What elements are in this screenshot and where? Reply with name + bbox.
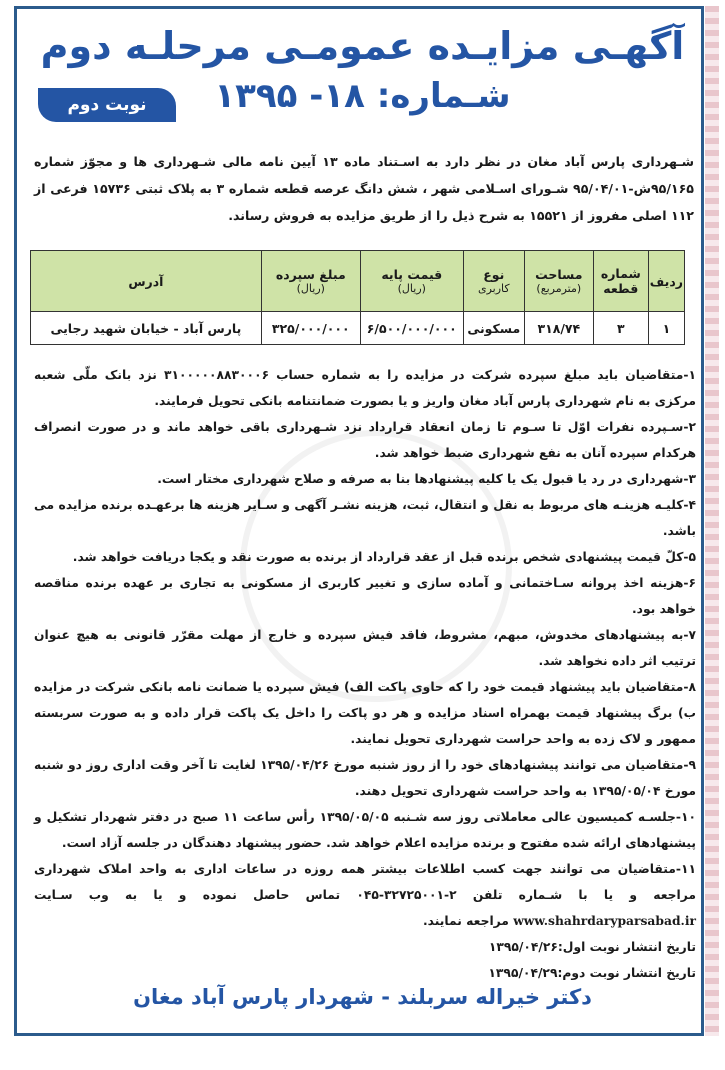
term-item: ۲-سـپرده نفرات اوّل تا سـوم تا زمان انعقاد قرارداد نزد شـهرداری باقی خواهد ماند و در صورت انصراف هرکدام سپرده آنان به نفع شهرداری ضبط خواهد شد. <box>34 420 696 460</box>
cell-row-number: ۱ <box>648 312 684 345</box>
header-use <box>463 251 524 312</box>
header-address: آدرس <box>31 251 262 312</box>
term-item: ۶-هزینه اخذ پروانه سـاختمانی و آماده سازی و تغییر کاربری از مسکونی به تجاری بر عهده برنده مناقصه خواهد بود. <box>34 576 696 616</box>
decorative-side-strip <box>705 6 719 1036</box>
publish-date-second: تاریخ انتشار نوبت دوم:۱۳۹۵/۰۴/۲۹ <box>488 966 696 980</box>
term-contact-end: مراجعه نمایند. <box>423 914 509 928</box>
term-item: ۷-به پیشنهادهای مخدوش، مبهم، مشروط، فاقد فیش سپرده و خارج از مهلت مقرّر قانونی به هیچ عنوان ترتیب اثر داده نخواهد شد. <box>34 628 696 668</box>
terms-list <box>34 362 696 986</box>
term-item: ۱-متقاضیان باید مبلغ سپرده شرکت در مزایده را به شماره حساب ۳۱۰۰۰۰۰۸۸۳۰۰۰۶ نزد بانک ملّی شعبه مرکزی به نام شهرداری پارس آباد مغان واریز و یا بصورت ضمانتنامه بانکی تحویل فرمایند. <box>34 368 696 408</box>
header-deposit <box>261 251 360 312</box>
mayor-signature: دکتر خیراله سربلند - شهردار پارس آباد مغان <box>133 985 592 1009</box>
lots-table <box>30 250 685 345</box>
term-item-contact <box>34 856 696 934</box>
intro-paragraph: شـهرداری پارس آباد مغان در نظر دارد به اسـتناد ماده ۱۳ آیین نامه مالی شـهرداری ها و مجوّز شماره ۹۵/۱۶۵ش-۹۵/۰۴/۰۱ شـورای اسـلامی شهر ، شش دانگ عرصه قطعه شماره ۳ به پلاک ثبتی ۱۵۷۳۶ فرعی از ۱۱۲ اصلی مفروز از ۱۵۵۲۱ به شرح ذیل را از طریق مزایده به فروش رساند. <box>34 154 694 223</box>
term-item: ۳-شهرداری در رد یا قبول یک یا کلیه پیشنهادها بنا به صرفه و صلاح شهرداری مختار است. <box>157 472 696 486</box>
header-deposit-label: مبلغ سپرده <box>275 267 346 282</box>
header-deposit-unit: (ریال) <box>296 282 325 295</box>
cell-lot-number: ۳ <box>593 312 648 345</box>
term-contact-text: ۱۱-متقاضیان می توانند جهت کسب اطلاعات بیشتر همه روزه در ساعات اداری به واحد املاک شهرداری مراجعه و یا با شـماره تلفن ۲-۳۲۷۲۵۰۰۱-۰۴۵ تماس حاصل نموده و یا به وب سـایت <box>34 862 696 902</box>
term-item: ۸-متقاضیان باید پیشنهاد قیمت خود را که حاوی پاکت الف) فیش سپرده یا ضمانت نامه بانکی شرکت در مزایده ب) برگ پیشنهاد قیمت بهمراه اسناد مزایده و هر دو پاکت را داخل یک پاکت قرار داده و به صورت سربسته ممهور و لاک زده به واحد حراست شهرداری تحویل نمایند. <box>34 680 696 746</box>
header-area <box>524 251 593 312</box>
header-row-number: ردیف <box>648 251 684 312</box>
term-item: ۹-متقاضیان می توانند پیشنهادهای خود را از روز شنبه مورخ ۱۳۹۵/۰۴/۲۶ لغایت تا آخر وقت اداری روز دو شنبه مورخ ۱۳۹۵/۰۵/۰۴ به واحد حراست شهرداری تحویل دهند. <box>34 758 697 798</box>
term-item: ۴-کلیـه هزینـه های مربوط به نقل و انتقال، ثبت، هزینه نشـر آگهی و سـایر هزینه ها برعهـده برنده مزایده می باشد. <box>34 498 696 538</box>
header-price-label: قیمت پایه <box>381 267 443 282</box>
table-row <box>31 312 685 345</box>
header-area-unit: (مترمربع) <box>536 282 582 295</box>
term-item: ۱۰-جلسـه کمیسیون عالی معاملاتی روز سه شـنبه ۱۳۹۵/۰۵/۰۵ رأس ساعت ۱۱ صبح در دفتر شهردار تشکیل و پیشنهادهای ارائه شده مفتوح و برنده مزایده اعلام خواهد شد. حضور پیشنهاد دهندگان در جلسه آزاد است. <box>34 810 696 850</box>
publish-date-first: تاریخ انتشار نوبت اول:۱۳۹۵/۰۴/۲۶ <box>488 940 696 954</box>
cell-base-price: ۶/۵۰۰/۰۰۰/۰۰۰ <box>360 312 463 345</box>
header-lot-number: شماره قطعه <box>593 251 648 312</box>
cell-use: مسکونی <box>463 312 524 345</box>
cell-area: ۳۱۸/۷۴ <box>524 312 593 345</box>
header-price-unit: (ریال) <box>397 282 426 295</box>
table-header-row <box>31 251 685 312</box>
cell-deposit: ۳۲۵/۰۰۰/۰۰۰ <box>261 312 360 345</box>
website-link[interactable]: www.shahrdaryparsabad.ir <box>513 913 696 928</box>
round-badge: نوبت دوم <box>38 88 176 122</box>
term-item: ۵-کلّ قیمت پیشنهادی شخص برنده قبل از عقد قرارداد از برنده به صورت نقد و یکجا دریافت خواهد شد. <box>72 550 696 564</box>
header-use-label: نوع <box>483 267 505 282</box>
header-base-price <box>360 251 463 312</box>
notice-number: شـماره: ۱۸- ۱۳۹۵ <box>214 76 511 116</box>
cell-address: پارس آباد - خیابان شهید رجایی <box>31 312 262 345</box>
notice-title: آگهـی مزایـده عمومـی مرحلـه دوم <box>40 24 685 68</box>
header-area-label: مساحت <box>535 267 583 282</box>
header-use-sub: کاربری <box>477 282 510 295</box>
